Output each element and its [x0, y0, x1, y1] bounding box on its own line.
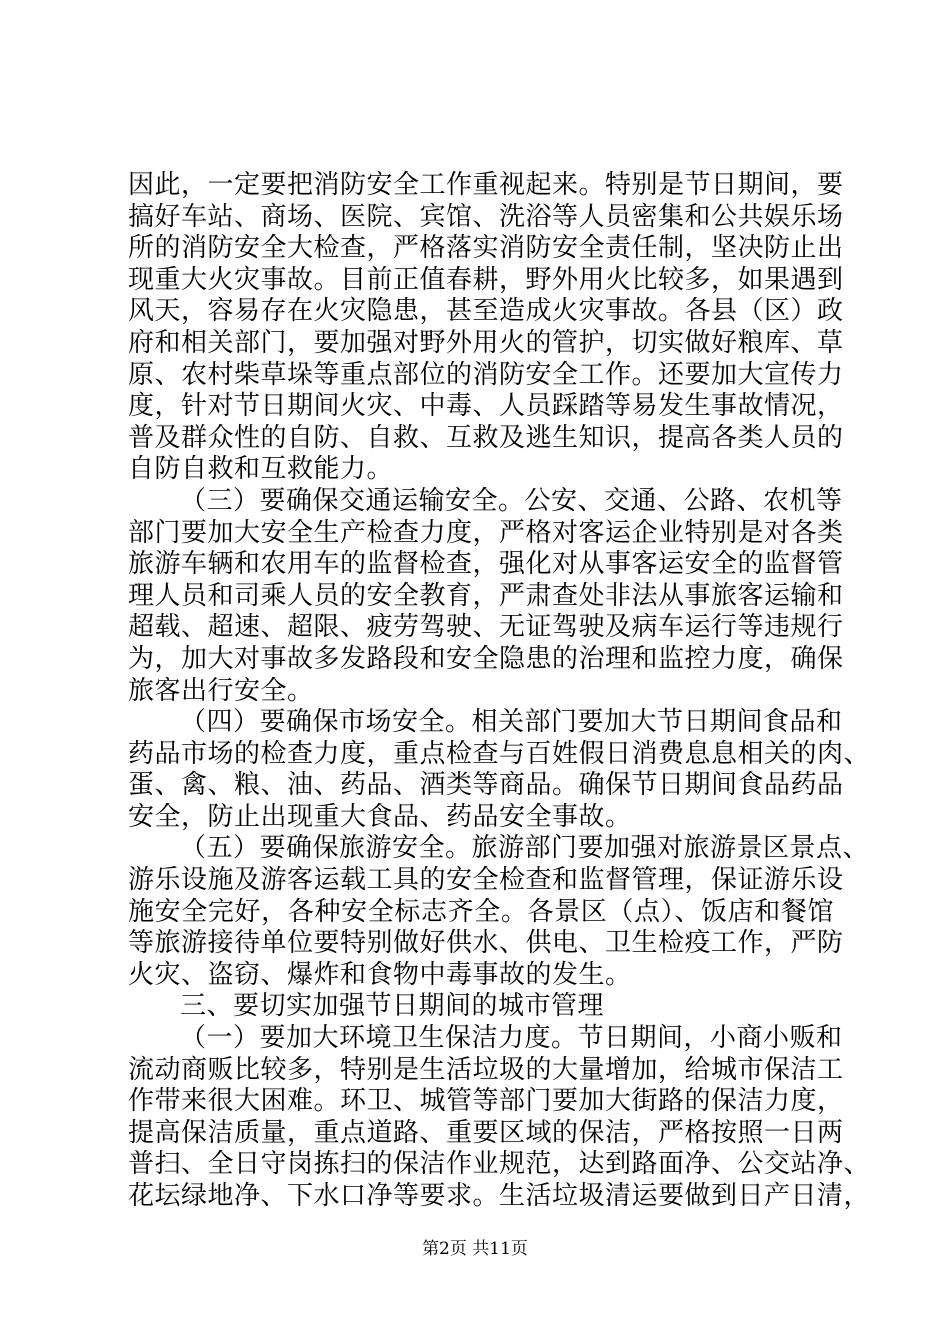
body-line: 搞好车站、商场、医院、宾馆、洗浴等人员密集和公共娱乐场 — [128, 201, 844, 232]
body-line: 超载、超速、超限、疲劳驾驶、无证驾驶及病车运行等违规行 — [128, 612, 844, 643]
page-footer — [0, 1238, 950, 1260]
body-line: 度，针对节日期间火灾、中毒、人员踩踏等易发生事故情况， — [128, 391, 844, 422]
document-body — [128, 170, 871, 1213]
body-line: 游乐设施及游客运载工具的安全检查和监督管理，保证游乐设 — [128, 865, 844, 896]
body-line: 部门要加大安全生产检查力度，严格对客运企业特别是对各类 — [128, 517, 844, 548]
body-line: 府和相关部门，要加强对野外用火的管护，切实做好粮库、草 — [128, 327, 844, 358]
body-line: 旅客出行安全。 — [128, 675, 314, 706]
body-line: 安全，防止出现重大食品、药品安全事故。 — [128, 801, 632, 832]
body-line: 原、农村柴草垛等重点部位的消防安全工作。还要加大宣传力 — [128, 359, 844, 390]
body-line: 普扫、全日守岗拣扫的保洁作业规范，达到路面净、公交站净、 — [128, 1149, 871, 1180]
body-line: 作带来很大困难。环卫、城管等部门要加大街路的保洁力度， — [128, 1086, 844, 1117]
body-line: 花坛绿地净、下水口净等要求。生活垃圾清运要做到日产日清， — [128, 1181, 871, 1211]
page-total: 共11页 — [472, 1239, 528, 1259]
body-line: 旅游车辆和农用车的监督检查，强化对从事客运安全的监督管 — [128, 549, 844, 580]
body-line: 现重大火灾事故。目前正值春耕，野外用火比较多，如果遇到 — [128, 264, 844, 295]
body-line: 因此，一定要把消防安全工作重视起来。特别是节日期间，要 — [128, 170, 844, 200]
paragraph-heading-3: （三）要确保交通运输安全。公安、交通、公路、农机等 — [180, 485, 843, 516]
paragraph-heading-4: （四）要确保市场安全。相关部门要加大节日期间食品和 — [180, 707, 843, 738]
body-line: 为，加大对事故多发路段和安全隐患的治理和监控力度，确保 — [128, 643, 844, 674]
body-line: 所的消防安全大检查，严格落实消防安全责任制，坚决防止出 — [128, 233, 844, 264]
body-line: 等旅游接待单位要特别做好供水、供电、卫生检疫工作，严防 — [128, 928, 844, 959]
body-line: 火灾、盗窃、爆炸和食物中毒事故的发生。 — [128, 959, 632, 990]
body-line: 理人员和司乘人员的安全教育，严肃查处非法从事旅客运输和 — [128, 580, 844, 611]
body-line: 提高保洁质量，重点道路、重要区域的保洁，严格按照一日两 — [128, 1117, 844, 1148]
paragraph-heading-5: （五）要确保旅游安全。旅游部门要加强对旅游景区景点、 — [180, 833, 870, 864]
page-number: 第2页 — [422, 1239, 467, 1259]
body-line: 药品市场的检查力度，重点检查与百姓假日消费息息相关的肉、 — [128, 738, 871, 769]
body-line: 风天，容易存在火灾隐患，甚至造成火灾事故。各县（区）政 — [128, 296, 844, 327]
body-line: 蛋、禽、粮、油、药品、酒类等商品。确保节日期间食品药品 — [128, 770, 844, 801]
body-line: 普及群众性的自防、自救、互救及逃生知识，提高各类人员的 — [128, 422, 844, 453]
body-line: 自防自救和互救能力。 — [128, 454, 394, 485]
body-line: 施安全完好，各种安全标志齐全。各景区（点）、饭店和餐馆 — [128, 896, 834, 927]
body-line: 流动商贩比较多，特别是生活垃圾的大量增加，给城市保洁工 — [128, 1054, 844, 1085]
section-heading: 三、要切实加强节日期间的城市管理 — [180, 991, 605, 1022]
paragraph-heading-1: （一）要加大环境卫生保洁力度。节日期间，小商小贩和 — [180, 1023, 843, 1054]
